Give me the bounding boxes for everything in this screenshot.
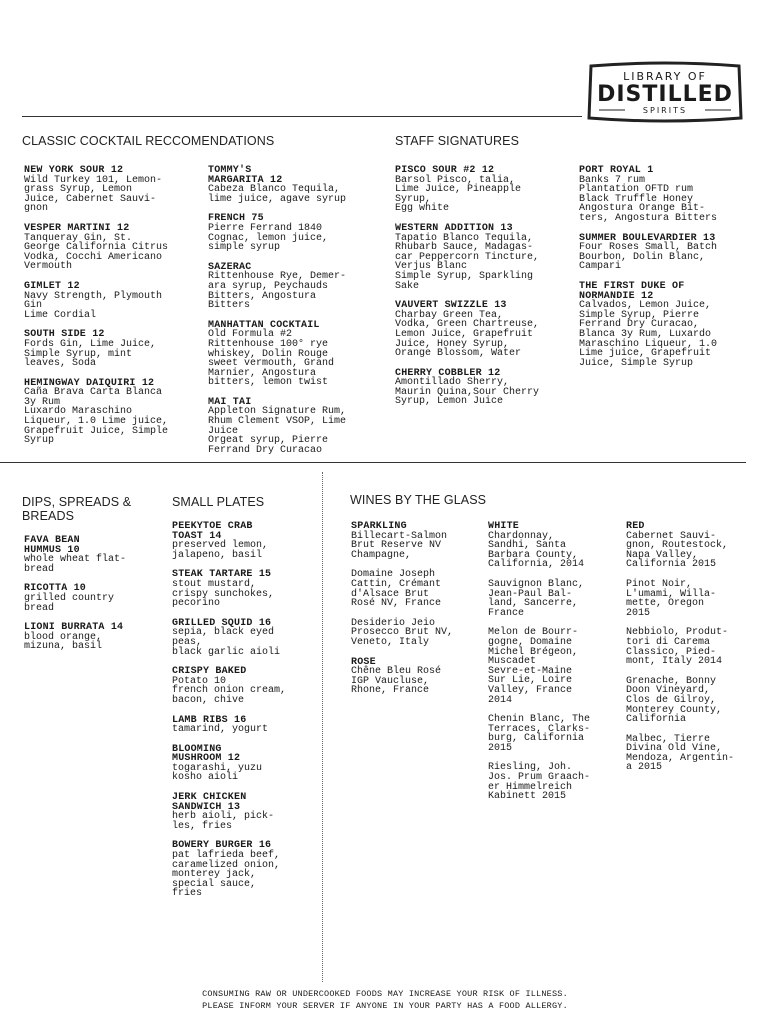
dips-column	[24, 536, 164, 662]
menu-item-description: Tanqueray Gin, St. George California Citrus Vodka, Cocchi Americano Vermouth	[24, 232, 169, 273]
menu-item-description: blood orange, mizuna, basil	[24, 631, 103, 653]
menu-item	[395, 369, 573, 407]
column-divider	[322, 472, 323, 982]
menu-item-description: Cabeza Blanco Tequila, lime juice, agave syrup	[208, 184, 347, 205]
menu-item	[579, 234, 749, 272]
menu-item-name: BOWERY BURGER 16	[172, 840, 272, 852]
menu-item	[579, 282, 749, 368]
menu-item	[172, 745, 317, 783]
menu-item	[24, 282, 199, 320]
menu-item-description: Riesling, Joh. Jos. Prum Graach- er Himmelreich Kabinett 2015	[488, 762, 591, 803]
menu-item	[351, 619, 481, 648]
wines-white-column	[488, 522, 618, 812]
menu-item	[626, 580, 756, 618]
menu-item-name: JERK CHICKEN SANDWICH 13	[172, 792, 247, 813]
menu-item-description: Caña Brava Carta Blanca 3y Rum Luxardo Maraschino Liqueur, 1.0 Lime juice, Grapefruit Juice, Simple Syrup	[24, 387, 169, 447]
menu-item-description: Grenache, Bonny Doon Vineyard, Clos de Gilroy, Monterey County, California	[626, 675, 723, 726]
menu-item-name: VESPER MARTINI 12	[24, 222, 130, 234]
menu-item-name: PEEKYTOE CRAB TOAST 14	[172, 521, 253, 542]
menu-item-description: Wild Turkey 101, Lemon- grass Syrup, Lemon Juice, Cabernet Sauvi- gnon	[24, 174, 163, 215]
menu-item-name: LIONI BURRATA 14	[24, 622, 124, 634]
menu-item	[24, 536, 164, 574]
menu-item-name: THE FIRST DUKE OF NORMANDIE 12	[579, 280, 685, 302]
menu-item-name: WESTERN ADDITION 13	[395, 222, 513, 234]
menu-item-description: Chenin Blanc, The Terraces, Clarks- burg, California 2015	[488, 714, 591, 754]
menu-item-name: BLOOMING MUSHROOM 12	[172, 743, 241, 765]
menu-item	[488, 580, 618, 618]
menu-item	[172, 667, 317, 705]
menu-item-name: ROSE	[351, 656, 376, 668]
menu-item	[172, 522, 317, 560]
allergy-notice-line-1: CONSUMING RAW OR UNDERCOOKED FOODS MAY INCREASE YOUR RISK OF ILLNESS.	[202, 989, 568, 999]
wines-red-column	[626, 522, 756, 783]
menu-item-description: pat lafrieda beef, caramelized onion, monterey jack, special sauce, fries	[172, 850, 281, 900]
menu-item-description: Desiderio Jeio Prosecco Brut NV, Veneto, Italy	[351, 617, 454, 648]
menu-item-description: Banks 7 rum Plantation OFTD rum Black Truffle Honey Angostura Orange Bit- ters, Angostura Bitters	[579, 174, 718, 224]
menu-item-description: Four Roses Small, Batch Bourbon, Dolin Blanc, Campari	[579, 242, 718, 273]
menu-item	[208, 398, 378, 456]
allergy-notice-line-2: PLEASE INFORM YOUR SERVER IF ANYONE IN YOUR PARTY HAS A FOOD ALLERGY.	[202, 1001, 568, 1011]
menu-item-description: Chêne Bleu Rosé IGP Vaucluse, Rhone, France	[351, 666, 442, 697]
menu-item	[626, 735, 756, 773]
menu-item	[24, 584, 164, 613]
menu-item	[626, 522, 756, 570]
menu-item-description: Chardonnay, Sandhi, Santa Barbara County, California, 2014	[488, 530, 585, 571]
menu-item-description: stout mustard, crispy sunchokes, pecorino	[172, 578, 275, 610]
wines-sparkling-column	[351, 522, 481, 706]
menu-item-name: PISCO SOUR #2 12	[395, 165, 495, 176]
wines-heading: WINES BY THE GLASS	[350, 493, 487, 507]
menu-item-description: togarashi, yuzu kosho aioli	[172, 762, 263, 784]
menu-item-description: tamarind, yogurt	[172, 724, 269, 736]
menu-item-name: CRISPY BAKED	[172, 666, 247, 678]
menu-item	[488, 522, 618, 570]
allergy-notice	[60, 988, 710, 1012]
menu-item	[24, 379, 199, 446]
menu-item	[395, 224, 573, 291]
menu-item	[626, 677, 756, 725]
logo-main-text: DISTILLED	[597, 82, 733, 107]
menu-item-name: VAUVERT SWIZZLE 13	[395, 300, 507, 312]
menu-item-name: WHITE	[488, 521, 520, 532]
staff-signatures-heading: STAFF SIGNATURES	[395, 134, 520, 148]
dips-heading: DIPS, SPREADS & BREADS	[22, 495, 132, 523]
classic-column-2	[208, 166, 378, 465]
menu-item	[351, 658, 481, 696]
staff-column-1	[395, 166, 573, 417]
menu-item-name: RED	[626, 521, 645, 532]
logo-bottom-text: SPIRITS	[642, 106, 688, 115]
menu-item-description: Sauvignon Blanc, Jean-Paul Bal- land, Sancerre, France	[488, 578, 585, 619]
menu-item	[579, 166, 749, 224]
menu-item-description: herb aioli, pick- les, fries	[172, 811, 275, 832]
menu-item	[24, 224, 199, 272]
menu-item-name: MAI TAI	[208, 396, 252, 408]
menu-item-name: SOUTH SIDE 12	[24, 329, 105, 341]
menu-item-description: whole wheat flat- bread	[24, 554, 127, 575]
menu-item-name: SAZERAC	[208, 261, 252, 273]
menu-item	[172, 570, 317, 608]
menu-item-name: RICOTTA 10	[24, 583, 87, 595]
menu-item	[172, 619, 317, 657]
menu-item-description: Pinot Noir, L'umami, Willa- mette, Oregon 2015	[626, 578, 717, 619]
menu-item-name: GRILLED SQUID 16	[172, 617, 272, 629]
menu-item-description: Potato 10 french onion cream, bacon, chive	[172, 675, 287, 706]
menu-item-description: sepia, black eyed peas, black garlic aioli	[172, 627, 281, 658]
menu-item-description: Billecart-Salmon Brut Reserve NV Champagne,	[351, 530, 448, 561]
menu-item-name: GIMLET 12	[24, 280, 80, 292]
menu-item-description: grilled country bread	[24, 592, 115, 614]
menu-item	[395, 166, 573, 214]
menu-item	[24, 166, 199, 214]
menu-item-description: Fords Gin, Lime Juice, Simple Syrup, mint leaves, Soda	[24, 338, 157, 370]
classic-column-1	[24, 166, 199, 456]
menu-item	[208, 166, 378, 204]
menu-item-description: Pierre Ferrand 1840 Cognac, lemon juice, simple syrup	[208, 222, 329, 254]
menu-item-description: Navy Strength, Plymouth Gin Lime Cordial	[24, 290, 163, 321]
menu-item-name: LAMB RIBS 16	[172, 714, 247, 726]
menu-item	[626, 628, 756, 666]
small-plates-heading: SMALL PLATES	[172, 495, 265, 509]
menu-item-name: SPARKLING	[351, 521, 407, 532]
menu-item	[24, 623, 164, 652]
menu-item-name: PORT ROYAL 1	[579, 165, 654, 176]
menu-item-description: Calvados, Lemon Juice, Simple Syrup, Pierre Ferrand Dry Curacao, Blanca 3y Rum, Luxardo Maraschino Liqueur, 1.0 Lime juice, Grapefruit Juice, Simple Syrup	[579, 300, 718, 369]
menu-item	[395, 301, 573, 359]
menu-item-name: TOMMY'S MARGARITA 12	[208, 165, 283, 186]
menu-item	[172, 793, 317, 831]
menu-item-description: Rittenhouse Rye, Demer- ara syrup, Peychauds Bitters, Angostura Bitters	[208, 271, 347, 312]
menu-item-description: Charbay Green Tea, Vodka, Green Chartreuse, Lemon Juice, Grapefruit Juice, Honey Syrup, Orange Blossom, Water	[395, 309, 540, 360]
library-of-distilled-spirits-logo	[585, 60, 745, 124]
menu-item-name: SUMMER BOULEVARDIER 13	[579, 232, 716, 244]
top-rule	[22, 116, 582, 117]
menu-item-description: Cabernet Sauvi- gnon, Routestock, Napa Valley, California 2015	[626, 530, 729, 571]
menu-item	[208, 263, 378, 311]
menu-item	[488, 628, 618, 705]
menu-item	[488, 763, 618, 801]
menu-item	[172, 841, 317, 899]
staff-column-2	[579, 166, 749, 378]
menu-item	[208, 321, 378, 388]
menu-item-name: STEAK TARTARE 15	[172, 569, 272, 581]
menu-item-description: Tapatio Blanco Tequila, Rhubarb Sauce, Madagas- car Peppercorn Tincture, Verjus Blanc Simple Syrup, Sparkling Sake	[395, 232, 540, 292]
menu-item-description: Domaine Joseph Cattin, Crémant d'Alsace Brut Rosé NV, France	[351, 569, 442, 610]
menu-item-description: Old Formula #2 Rittenhouse 100° rye whiskey, Dolin Rouge sweet vermouth, Grand Marnier, Angostura bitters, lemon twist	[208, 329, 335, 389]
menu-item-description: Appleton Signature Rum, Rhum Clement VSOP, Lime Juice Orgeat syrup, Pierre Ferrand Dry Curacao	[208, 406, 347, 456]
menu-item	[208, 214, 378, 252]
menu-item-name: MANHATTAN COCKTAIL	[208, 319, 320, 331]
menu-item-name: HEMINGWAY DAIQUIRI 12	[24, 377, 155, 389]
menu-item	[24, 330, 199, 368]
menu-item-name: CHERRY COBBLER 12	[395, 367, 501, 379]
menu-item-description: Barsol Pisco, talia, Lime Juice, Pineapple Syrup, Egg white	[395, 174, 522, 215]
menu-item	[488, 715, 618, 753]
menu-item-name: FRENCH 75	[208, 213, 264, 225]
menu-item-name: FAVA BEAN HUMMUS 10	[24, 535, 80, 556]
classic-cocktails-heading: CLASSIC COCKTAIL RECCOMENDATIONS	[22, 134, 275, 148]
menu-item	[351, 522, 481, 560]
menu-item-description: Amontillado Sherry, Maurin Quina,Sour Cherry Syrup, Lemon Juice	[395, 377, 540, 408]
logo-top-text: LIBRARY OF	[623, 70, 707, 83]
menu-item-description: Melon de Bourr- gogne, Domaine Michel Brégeon, Muscadet Sevre-et-Maine Sur Lie, Loire Valley, France 2014	[488, 627, 579, 706]
menu-item	[351, 570, 481, 608]
small-plates-column	[172, 522, 317, 909]
menu-item-description: Nebbiolo, Produt- tori di Carema Classico, Pied- mont, Italy 2014	[626, 627, 729, 668]
menu-item-description: preserved lemon, jalapeno, basil	[172, 540, 269, 561]
menu-item-name: NEW YORK SOUR 12	[24, 165, 124, 176]
menu-item-description: Malbec, Tierre Divina Old Vine, Mendoza, Argentin- a 2015	[626, 733, 735, 774]
menu-item	[172, 716, 317, 735]
